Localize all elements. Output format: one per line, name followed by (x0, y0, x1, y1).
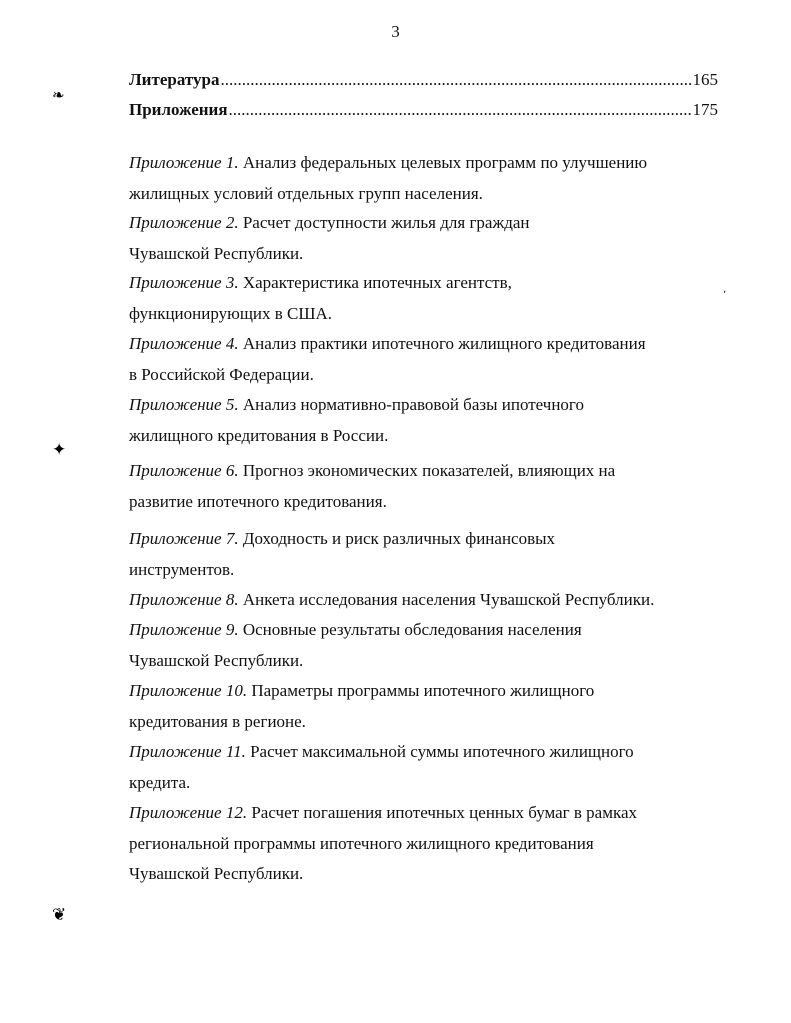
appendix-text-continued: Чувашской Республики. (129, 864, 304, 883)
appendix-item (129, 329, 689, 390)
toc-page: 165 (692, 70, 718, 89)
toc-label: Приложения (129, 100, 228, 119)
appendix-title: Приложение 5. (129, 395, 239, 414)
appendix-text: Анализ практики ипотечного жилищного кредитования (242, 334, 646, 353)
appendix-text-continued: Чувашской Республики. (129, 243, 304, 263)
page-number: 3 (391, 22, 400, 41)
appendix-title: Приложение 1. (129, 153, 239, 172)
toc-entry-literature (129, 70, 718, 92)
appendix-item (129, 268, 689, 329)
binding-hole-mark-top: ❧ (52, 86, 65, 104)
appendix-item (129, 615, 689, 676)
appendix-item (129, 524, 689, 585)
appendix-item (129, 737, 689, 798)
appendix-text: Анкета исследования населения Чувашской Республики. (242, 590, 655, 609)
appendix-item (129, 676, 689, 737)
appendix-item (129, 148, 689, 209)
appendix-text-continued: развитие ипотечного кредитования. (129, 491, 387, 511)
appendix-title: Приложение 2. (129, 213, 239, 232)
appendix-text: Доходность и риск различных финансовых (242, 529, 556, 548)
appendix-text: Расчет доступности жилья для граждан (242, 213, 530, 232)
appendix-text-continued: Чувашской Республики. (129, 650, 304, 670)
stray-mark: ʼ (723, 290, 727, 301)
appendix-text: Расчет максимальной суммы ипотечного жилищного (250, 742, 634, 761)
binding-hole-mark-bottom: ❦ (52, 905, 67, 925)
appendix-text: Анализ нормативно-правовой базы ипотечного (242, 395, 584, 414)
appendix-title: Приложение 4. (129, 334, 239, 353)
appendix-text: Прогноз экономических показателей, влияющих на (242, 461, 616, 480)
appendix-title: Приложение 11. (129, 742, 246, 761)
toc-page: 175 (692, 100, 718, 119)
dot-leader (229, 100, 692, 120)
appendix-item (129, 390, 689, 451)
appendix-item (129, 208, 689, 269)
appendix-text-continued: кредитования в регионе. (129, 711, 306, 731)
appendix-item (129, 798, 689, 890)
appendix-text-continued: кредита. (129, 772, 191, 792)
appendix-text-continued: инструментов. (129, 559, 235, 579)
appendix-text-continued: в Российской Федерации. (129, 364, 314, 384)
appendix-title: Приложение 12. (129, 803, 248, 822)
appendix-text-continued: жилищных условий отдельных групп населения. (129, 183, 483, 203)
appendix-text: Анализ федеральных целевых программ по улучшению (242, 153, 648, 172)
appendix-item (129, 585, 689, 616)
appendix-text-continued: жилищного кредитования в России. (129, 425, 389, 445)
appendix-title: Приложение 6. (129, 461, 239, 480)
appendix-text: Характеристика ипотечных агентств, (242, 273, 512, 292)
appendix-title: Приложение 7. (129, 529, 239, 548)
appendix-title: Приложение 3. (129, 273, 239, 292)
appendix-title: Приложение 8. (129, 590, 239, 609)
appendix-item (129, 456, 689, 517)
appendix-text: Расчет погашения ипотечных ценных бумаг в рамках (251, 803, 638, 822)
appendix-text-continued: функционирующих в США. (129, 303, 333, 323)
appendix-text: Основные результаты обследования населения (242, 620, 582, 639)
appendix-title: Приложение 9. (129, 620, 239, 639)
toc-entry-appendices (129, 100, 718, 122)
toc-label: Литература (129, 70, 220, 89)
dot-leader (220, 70, 691, 90)
appendix-text: Параметры программы ипотечного жилищного (251, 681, 595, 700)
binding-hole-mark-middle: ✦ (52, 440, 67, 460)
appendix-title: Приложение 10. (129, 681, 248, 700)
appendix-text-continued: региональной программы ипотечного жилищного кредитования (129, 833, 594, 853)
